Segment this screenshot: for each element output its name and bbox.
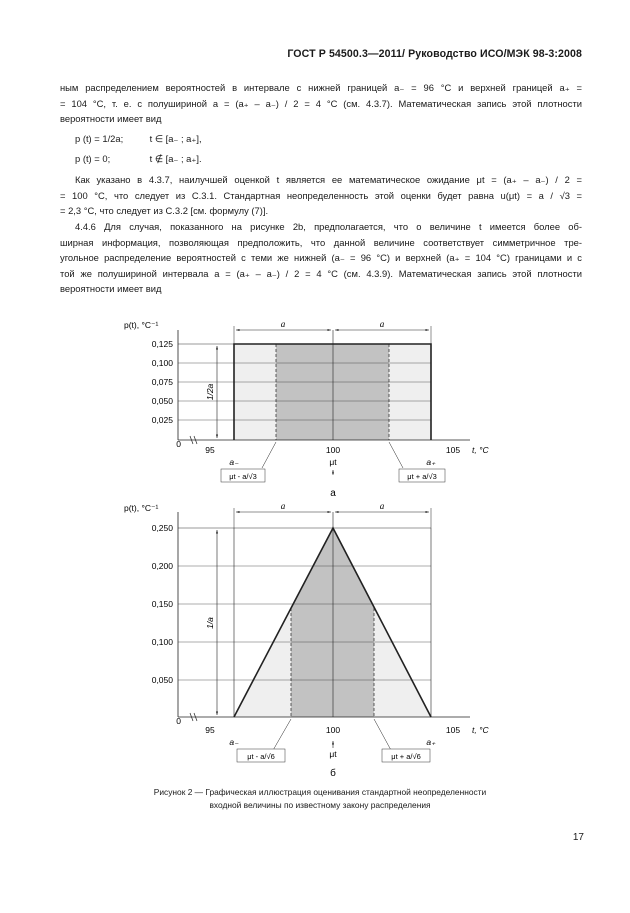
- x-tick-label: 105: [445, 725, 461, 735]
- a-plus-label: a₊: [426, 457, 436, 467]
- y-tick-label: 0,125: [151, 339, 173, 349]
- text-line: Как указано в 4.3.7, наилучшей оценкой t является ее математическое ожидание μt = (a₊ – a₋) / 2 =: [75, 174, 582, 185]
- text-line: вероятности имеет вид: [60, 283, 162, 294]
- y-axis-label: p(t), °С⁻¹: [124, 320, 159, 330]
- halfwidth-label: a: [280, 501, 286, 511]
- triangle-dark-fill: [291, 528, 374, 717]
- y-tick-label: 0,025: [151, 415, 173, 425]
- page-number: 17: [572, 832, 584, 843]
- text-line: угольное распределение вероятностей с теми же нижней (a₋ = 96 °С) и верхней (a₊ = 104 °С) границами и с: [60, 252, 582, 263]
- y-tick-label: 0,250: [151, 523, 173, 533]
- height-label: 1/2a: [205, 383, 215, 401]
- text-line: = 100 °С, что следует из С.3.1. Стандартная неопределенность этой оценки будет равна u(μt) = a / √3 =: [60, 189, 582, 201]
- text-line: той же полушириной интервала a = (a₊ – a₋) / 2 = 4 °С (см. 4.3.9). Математическая запись этой плотности: [60, 267, 582, 279]
- formula-lhs: p (t) = 1/2a;: [75, 133, 124, 144]
- mu-label: μt: [329, 749, 337, 759]
- halfwidth-label: a: [280, 319, 286, 329]
- formula-lhs: p (t) = 0;: [75, 153, 111, 164]
- subfigure-label: б: [330, 768, 336, 779]
- y-axis-label: p(t), °С⁻¹: [124, 503, 159, 513]
- mu-plus-callout: μt + a/√3: [407, 472, 437, 481]
- y-tick-label: 0,050: [151, 675, 173, 685]
- y-tick-label: 0,075: [151, 377, 173, 387]
- text-line: 4.4.6 Для случая, показанного на рисунке 2b, предполагается, что о величине t имеется более об-: [75, 221, 582, 232]
- x-tick-label: 105: [445, 445, 461, 455]
- formula-rhs: t ∉ [a₋ ; a₊].: [149, 153, 202, 164]
- height-label: 1/a: [205, 617, 215, 629]
- origin-label: 0: [176, 439, 181, 449]
- y-tick-label: 0,100: [151, 358, 173, 368]
- mu-minus-callout: μt - a/√6: [247, 752, 275, 761]
- halfwidth-label: a: [379, 501, 385, 511]
- y-tick-label: 0,150: [151, 599, 173, 609]
- x-tick-label: 95: [205, 445, 215, 455]
- running-header: ГОСТ Р 54500.3—2011/ Руководство ИСО/МЭК 98-3:2008: [287, 48, 582, 60]
- formula-rhs: t ∈ [a₋ ; a₊],: [149, 133, 202, 144]
- x-tick-label: 100: [325, 445, 341, 455]
- x-tick-label: 100: [325, 725, 341, 735]
- halfwidth-label: a: [379, 319, 385, 329]
- y-tick-label: 0,200: [151, 561, 173, 571]
- a-minus-label: a₋: [229, 737, 239, 747]
- uniform-dark-fill: [276, 344, 389, 440]
- mu-label: μt: [329, 457, 337, 467]
- figure-a-uniform: [124, 319, 489, 499]
- origin-label: 0: [176, 716, 181, 726]
- a-minus-label: a₋: [229, 457, 239, 467]
- text-line: = 104 °С, т. е. с полушириной a = (a₊ – a₋) / 2 = 4 °С (см. 4.3.7). Математическая запись этой плотности: [60, 97, 582, 109]
- x-axis-unit: t, °С: [472, 725, 489, 735]
- figure-b-triangular: [124, 501, 489, 779]
- text-line: вероятности имеет вид: [60, 113, 162, 124]
- mu-plus-callout: μt + a/√6: [391, 752, 421, 761]
- y-tick-label: 0,050: [151, 396, 173, 406]
- y-tick-label: 0,100: [151, 637, 173, 647]
- text-line: ным распределением вероятностей в интервале с нижней границей a₋ = 96 °С и верхней границей a₊ =: [60, 82, 582, 93]
- a-plus-label: a₊: [426, 737, 436, 747]
- figure-caption: Рисунок 2 — Графическая иллюстрация оценивания стандартной неопределенности входной величины по известному закону распределения: [153, 787, 487, 810]
- mu-minus-callout: μt - a/√3: [229, 472, 257, 481]
- subfigure-label: а: [330, 488, 336, 499]
- text-line: ширная информация, позволяющая предположить, что данной величине соответствует симметричное тре-: [60, 236, 582, 248]
- text-line: = 2,3 °С, что следует из С.3.2 [см. формулу (7)].: [60, 205, 269, 216]
- x-tick-label: 95: [205, 725, 215, 735]
- x-axis-unit: t, °С: [472, 445, 489, 455]
